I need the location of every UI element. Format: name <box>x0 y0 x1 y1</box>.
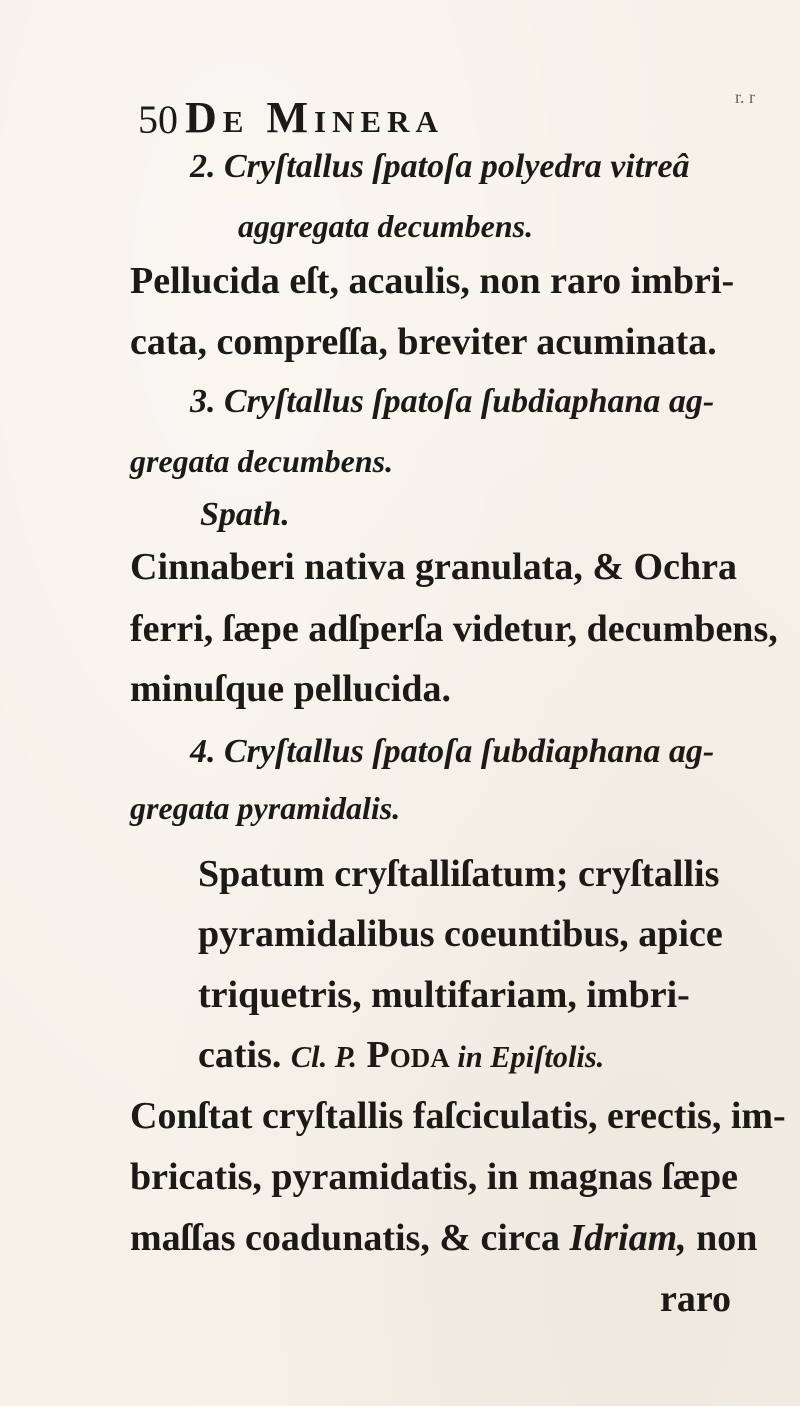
entry-2-heading: 2. Cryſtallus ſpatoſa polyedra vitreâ <box>190 148 690 185</box>
text-segment: maſſas coadunatis, & circa <box>130 1217 570 1259</box>
text-line: Pellucida eſt, acaulis, non raro imbri- <box>130 260 735 302</box>
text-line: bricatis, pyramidatis, in magnas ſæpe <box>130 1156 739 1198</box>
entry-3-heading-cont: gregata decumbens. <box>130 443 394 479</box>
page-number: 50 <box>138 97 178 142</box>
citation-author-prefix: Cl. P. <box>290 1040 358 1074</box>
citation-line: triquetris, multifariam, imbri- <box>198 974 690 1016</box>
citation-text: catis. <box>198 1034 291 1076</box>
text-line <box>130 1219 757 1257</box>
citation-line-source <box>198 1036 604 1074</box>
citation-line: Spatum cryſtalliſatum; cryſtallis <box>198 853 720 895</box>
text-line: Cinnaberi nativa granulata, & Ochra <box>130 546 737 588</box>
entry-2-heading-cont: aggregata decumbens. <box>238 208 534 244</box>
citation-author: Poda <box>366 1034 450 1076</box>
text-line: Conſtat cryſtallis faſciculatis, erectis, im- <box>130 1095 786 1137</box>
synonym-spath: Spath. <box>200 496 290 533</box>
entry-3-heading: 3. Cryſtallus ſpatoſa ſubdiaphana ag- <box>190 383 715 420</box>
entry-4-heading-cont: gregata pyramidalis. <box>130 790 401 826</box>
text-line: minuſque pellucida. <box>130 668 451 710</box>
text-segment: non <box>686 1217 758 1259</box>
catchword: raro <box>660 1278 732 1320</box>
running-title: De Minera <box>185 93 444 142</box>
citation-line: pyramidalibus coeuntibus, apice <box>198 913 723 955</box>
entry-4-heading: 4. Cryſtallus ſpatoſa ſubdiaphana ag- <box>190 733 715 770</box>
corner-mark: r. r <box>735 87 755 107</box>
citation-work: in Epiſtolis. <box>449 1040 605 1074</box>
text-line: ferri, ſæpe adſperſa videtur, decumbens, <box>130 608 778 650</box>
text-line: cata, compreſſa, breviter acuminata. <box>130 321 717 363</box>
place-name: Idriam, <box>569 1217 687 1259</box>
